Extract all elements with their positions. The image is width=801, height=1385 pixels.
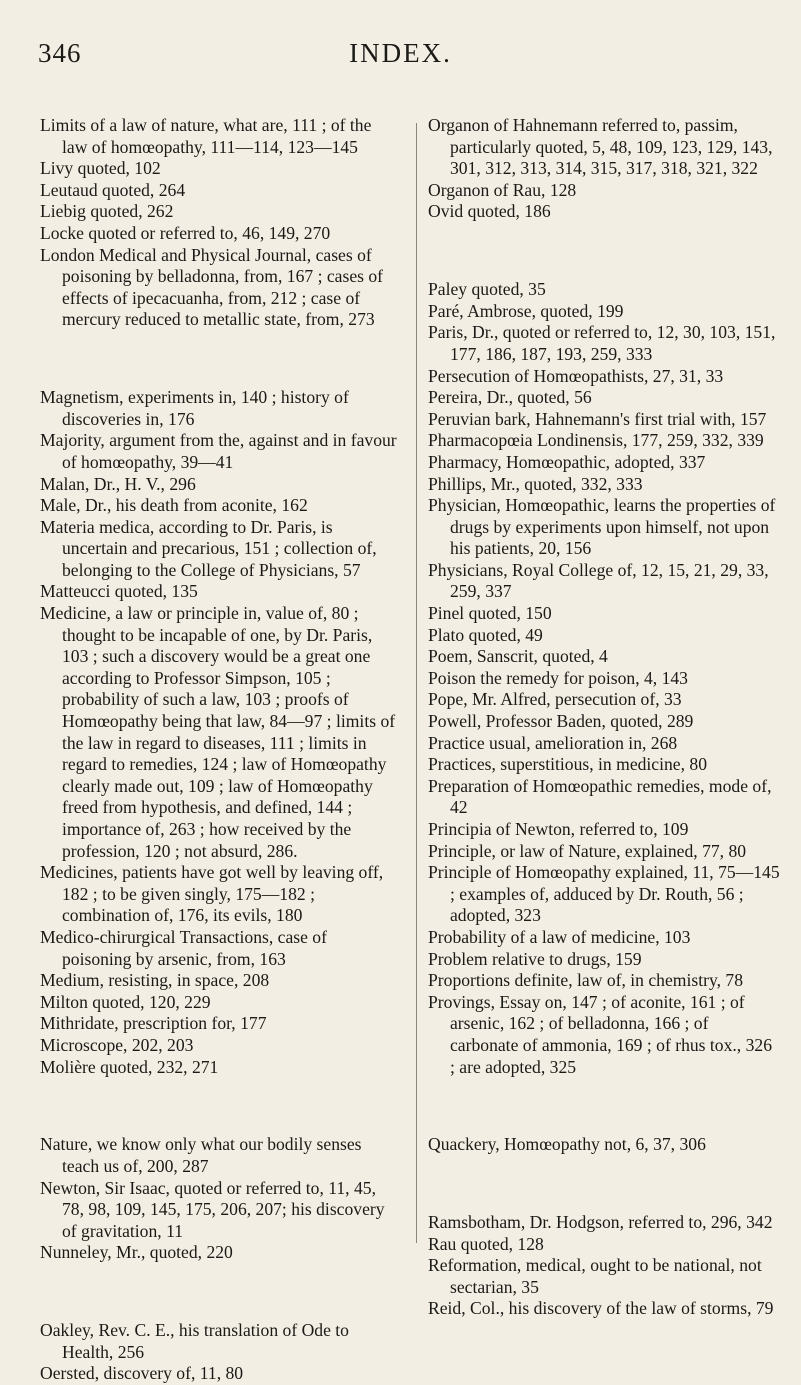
- index-entry: Reformation, medical, ought to be national, not sectarian, 35: [428, 1255, 762, 1297]
- index-entry: Pope, Mr. Alfred, persecution of, 33: [428, 689, 682, 710]
- index-entry: Rau quoted, 128: [428, 1233, 544, 1254]
- index-entry: Oakley, Rev. C. E., his translation of Ode to Health, 256: [40, 1320, 349, 1362]
- index-entry: Leutaud quoted, 264: [40, 179, 186, 200]
- index-entry: Reid, Col., his discovery of the law of storms, 79: [428, 1298, 774, 1319]
- index-entry: Matteucci quoted, 135: [40, 581, 198, 602]
- index-entry: Phillips, Mr., quoted, 332, 333: [428, 473, 643, 494]
- index-entry: Pinel quoted, 150: [428, 603, 552, 624]
- index-entry: Paris, Dr., quoted or referred to, 12, 30, 103, 151, 177, 186, 187, 193, 259, 333: [428, 322, 776, 364]
- index-entry: Materia medica, according to Dr. Paris, is uncertain and precarious, 151 ; collection of, belonging to the College of Physicians, 57: [40, 516, 377, 580]
- index-entry: Medico-chirurgical Transactions, case of poisoning by arsenic, from, 163: [40, 926, 327, 969]
- index-entry: Milton quoted, 120, 229: [40, 991, 211, 1012]
- letter-group-gap: [40, 1096, 400, 1117]
- index-entry: Locke quoted or referred to, 46, 149, 270: [40, 222, 331, 243]
- index-entry: Medicine, a law or principle in, value of, 80 ; thought to be incapable of one, by Dr. Paris, 103 ; such a discovery would be a great one according to Professor Simpson, 105 ; probability of such a law, 103 ; proofs of Homœopathy being that law, 84—97 ; limits of the law in regard to diseases, 111 ; limits in regard to remedies, 124 ; law of Homœopathy clearly made out, 109 ; law of Homœopathy freed from hypothesis, and defined, 144 ; importance of, 263 ; how received by the profession, 120 ; not absurd, 286.: [40, 603, 396, 861]
- index-entry: Medium, resisting, in space, 208: [40, 970, 270, 991]
- index-entry: Microscope, 202, 203: [40, 1034, 194, 1055]
- index-entry: Mithridate, prescription for, 177: [40, 1013, 267, 1034]
- page-number: 346: [38, 38, 82, 68]
- index-entry: Organon of Rau, 128: [428, 179, 577, 200]
- index-entry: Livy quoted, 102: [40, 158, 161, 179]
- index-entry: London Medical and Physical Journal, cases of poisoning by belladonna, from, 167 ; cases of effects of ipecacuanha, from, 212 ; case of mercury reduced to metallic state, from, 273: [40, 244, 384, 330]
- index-entry: Majority, argument from the, against and in favour of homœopathy, 39—41: [40, 430, 397, 472]
- index-entry: Paley quoted, 35: [428, 279, 546, 300]
- index-entry: Medicines, patients have got well by leaving off, 182 ; to be given singly, 175—182 ; combination of, 176, its evils, 180: [40, 862, 384, 926]
- index-entry: Nature, we know only what our bodily senses teach us of, 200, 287: [40, 1134, 362, 1176]
- index-entry: Provings, Essay on, 147 ; of aconite, 161 ; of arsenic, 162 ; of belladonna, 166 ; of carbonate of ammonia, 169 ; of rhus tox., 326 ; are adopted, 325: [428, 991, 772, 1077]
- index-entry: Physician, Homœopathic, learns the properties of drugs by experiments upon himself, not upon his patients, 20, 156: [428, 495, 776, 559]
- index-entry: Poison the remedy for poison, 4, 143: [428, 667, 688, 688]
- letter-group-gap: [428, 241, 780, 262]
- letter-group-gap: [428, 1174, 780, 1195]
- index-entry: Molière quoted, 232, 271: [40, 1056, 219, 1077]
- letter-group-gap: [40, 349, 400, 370]
- letter-group-gap: [40, 1281, 400, 1302]
- index-entry: Malan, Dr., H. V., 296: [40, 473, 196, 494]
- index-entry: Probability of a law of medicine, 103: [428, 926, 691, 947]
- index-entry: Peruvian bark, Hahnemann's first trial with, 157: [428, 408, 767, 429]
- index-entry: Poem, Sanscrit, quoted, 4: [428, 646, 608, 667]
- letter-group-gap: [428, 1096, 780, 1117]
- index-entry: Physicians, Royal College of, 12, 15, 21, 29, 33, 259, 337: [428, 559, 769, 602]
- index-entry: Plato quoted, 49: [428, 624, 543, 645]
- index-columns: [0, 115, 801, 1384]
- index-entry: Organon of Hahnemann referred to, passim, particularly quoted, 5, 48, 109, 123, 129, 143, 301, 312, 313, 314, 315, 317, 318, 321, 322: [428, 115, 773, 179]
- index-entry: Nunneley, Mr., quoted, 220: [40, 1242, 233, 1263]
- index-entry: Limits of a law of nature, what are, 111 ; of the law of homœopathy, 111—114, 123—145: [40, 115, 372, 157]
- index-entry: Ramsbotham, Dr. Hodgson, referred to, 296, 342: [428, 1212, 773, 1233]
- index-entry: Pharmacopœia Londinensis, 177, 259, 332, 339: [428, 430, 764, 451]
- index-entry: Practice usual, amelioration in, 268: [428, 732, 678, 753]
- index-entry: Proportions definite, law of, in chemistry, 78: [428, 970, 744, 991]
- index-entry: Ovid quoted, 186: [428, 201, 551, 222]
- index-entry: Paré, Ambrose, quoted, 199: [428, 300, 624, 321]
- index-entry: Magnetism, experiments in, 140 ; history of discoveries in, 176: [40, 387, 349, 429]
- index-entry: Oersted, discovery of, 11, 80: [40, 1363, 244, 1384]
- index-entry: Principia of Newton, referred to, 109: [428, 819, 689, 839]
- page-header: [0, 10, 801, 90]
- index-entry: Principle, or law of Nature, explained, 77, 80: [428, 840, 747, 861]
- index-entry: Quackery, Homœopathy not, 6, 37, 306: [428, 1134, 706, 1155]
- index-column-left: [40, 115, 400, 1385]
- index-entry: Preparation of Homœopathic remedies, mode of, 42: [428, 775, 772, 818]
- index-entry: Pereira, Dr., quoted, 56: [428, 387, 592, 408]
- index-entry: Male, Dr., his death from aconite, 162: [40, 495, 308, 516]
- index-entry: Newton, Sir Isaac, quoted or referred to, 11, 45, 78, 98, 109, 145, 175, 206, 207; his discovery of gravitation, 11: [40, 1177, 385, 1241]
- index-entry: Problem relative to drugs, 159: [428, 948, 642, 969]
- index-entry: Liebig quoted, 262: [40, 201, 174, 222]
- column-divider: [416, 123, 417, 1243]
- running-title: INDEX.: [349, 38, 452, 68]
- index-entry: Powell, Professor Baden, quoted, 289: [428, 711, 694, 732]
- index-entry: Persecution of Homœopathists, 27, 31, 33: [428, 365, 724, 386]
- index-entry: Principle of Homœopathy explained, 11, 75—145 ; examples of, adduced by Dr. Routh, 56 ; adopted, 323: [428, 862, 780, 926]
- index-entry: Practices, superstitious, in medicine, 80: [428, 754, 708, 775]
- index-column-right: [428, 115, 780, 1320]
- index-entry: Pharmacy, Homœopathic, adopted, 337: [428, 451, 706, 472]
